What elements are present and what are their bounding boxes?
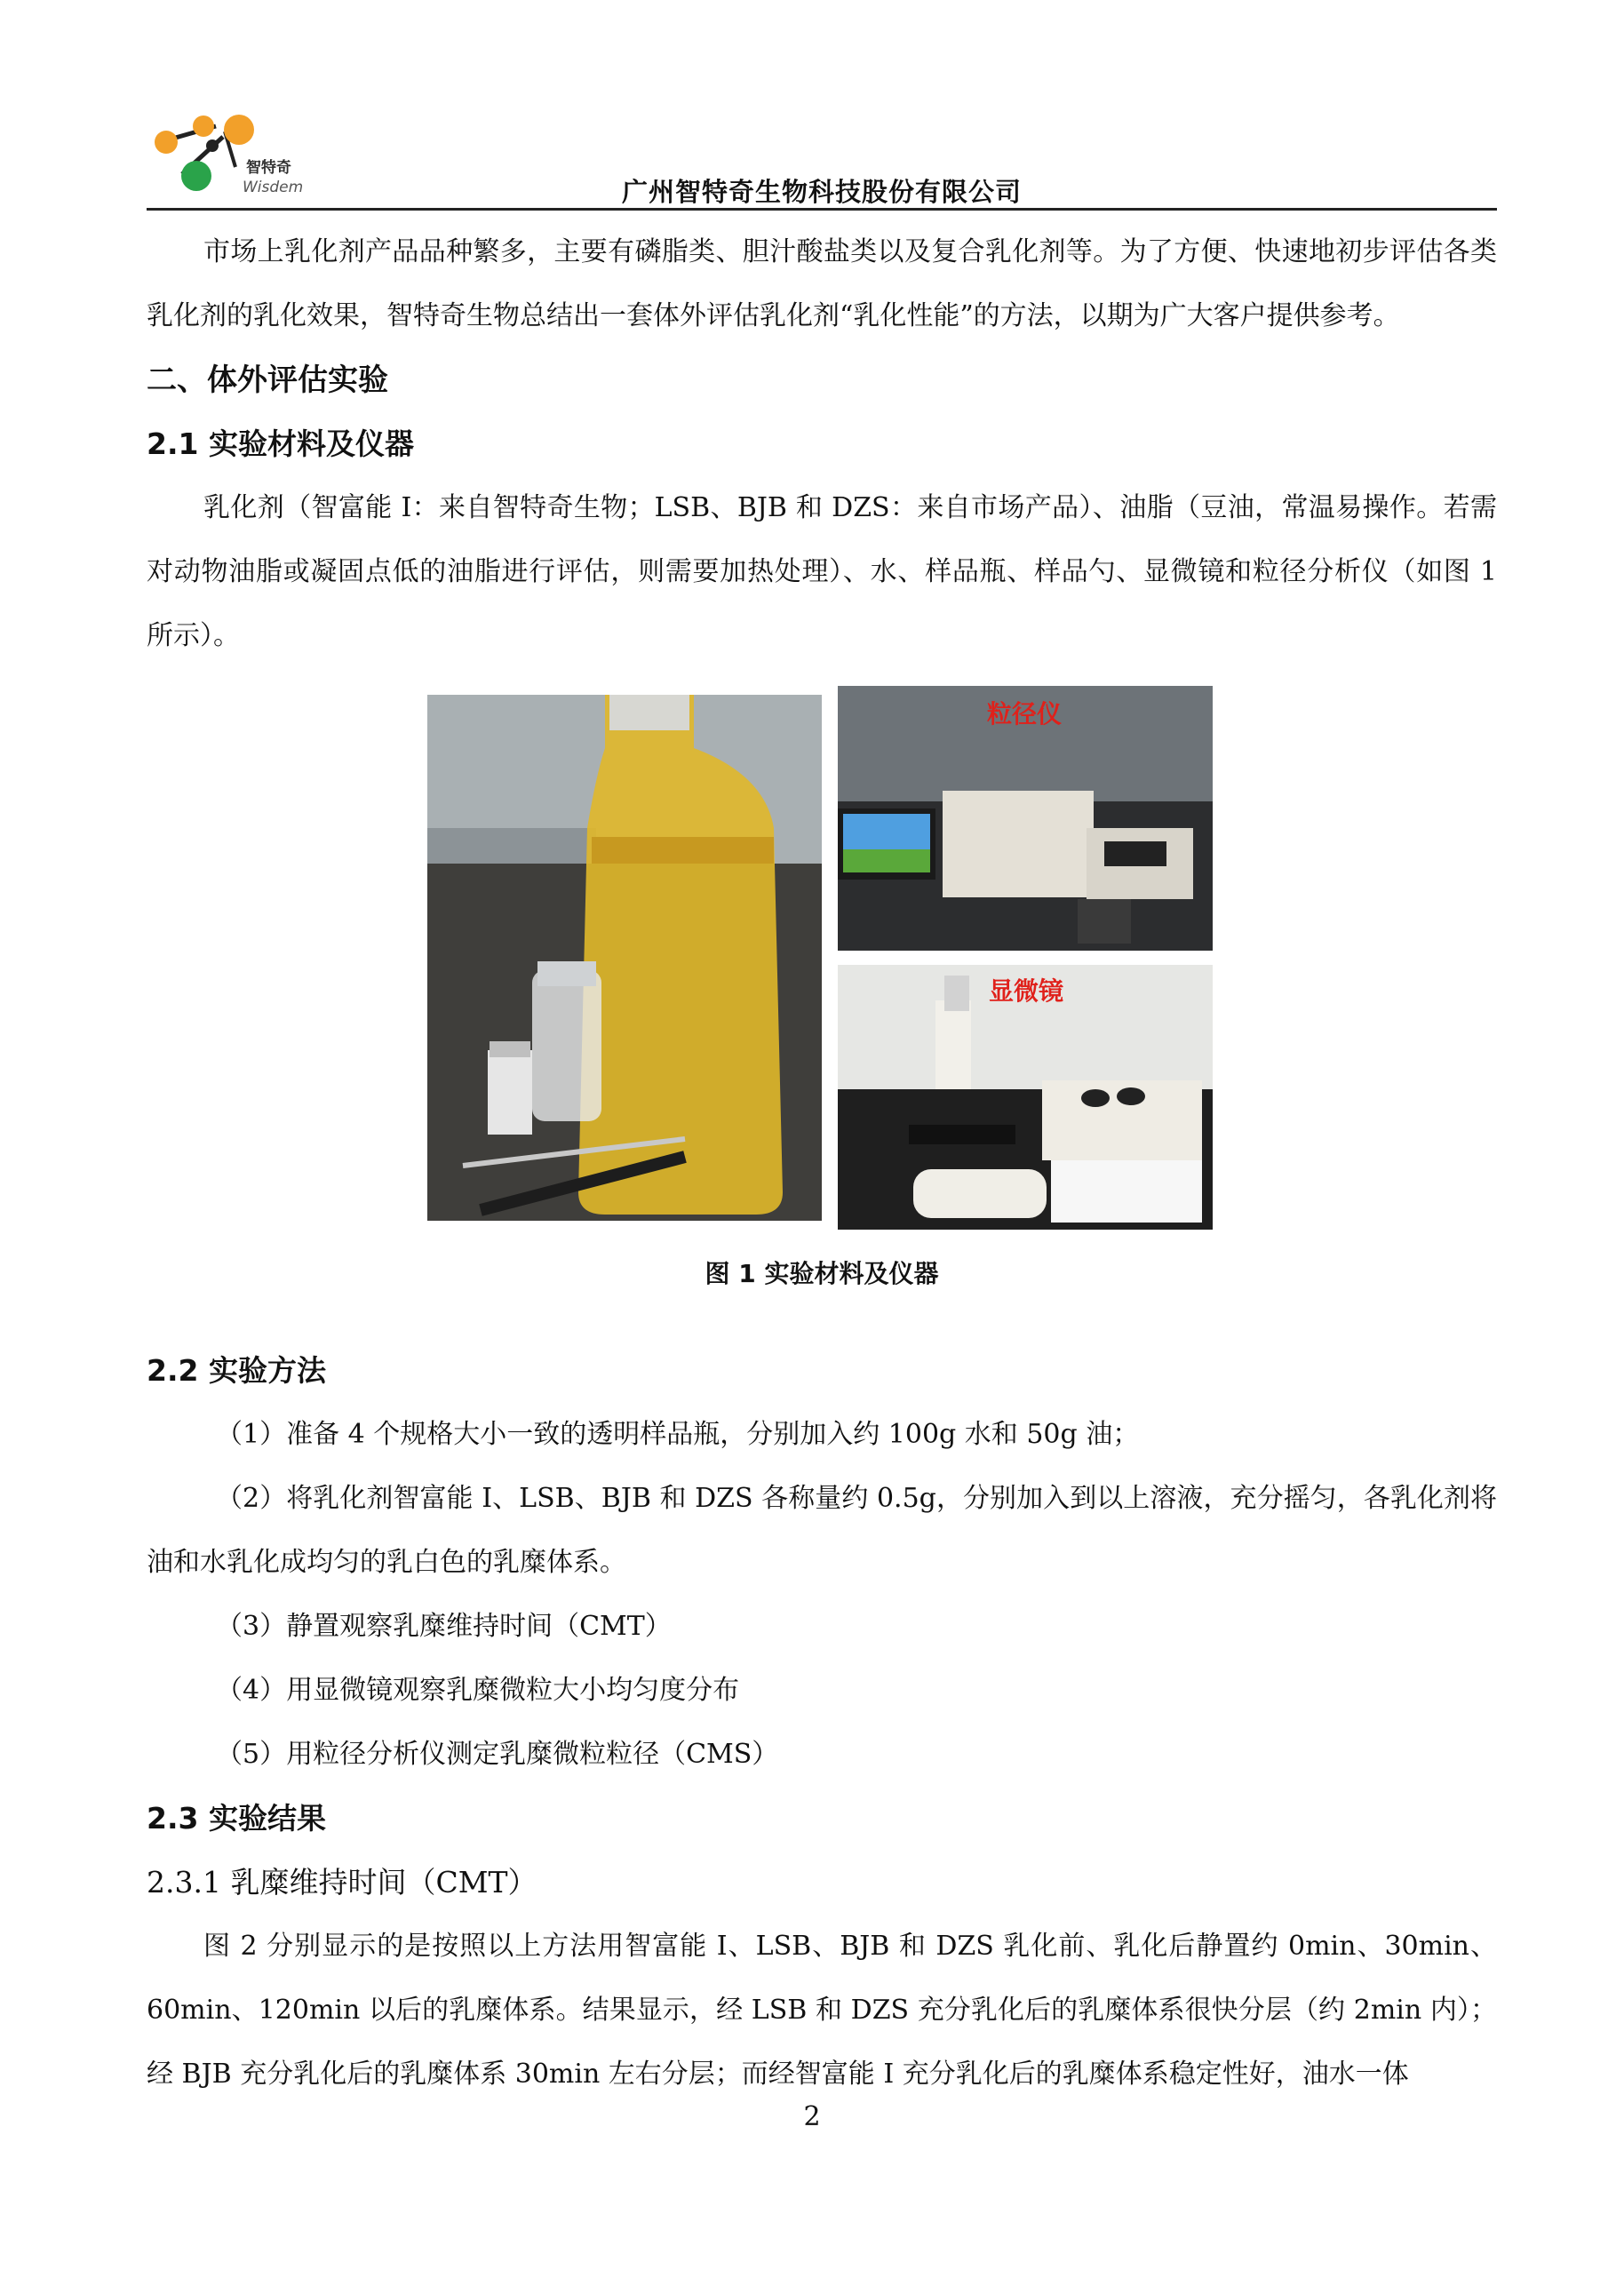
particle-analyzer-label: 粒径仪 xyxy=(987,699,1063,729)
cmt-results-paragraph: 图 2 分别显示的是按照以上方法用智富能 I、LSB、BJB 和 DZS 乳化前、乳化后静置约 0min、30min、60min、120min 以后的乳糜体系。结果显示，经 LSB 和 DZS 充分乳化后的乳糜体系很快分层（约 2min 内）；经 BJB 充分乳化后的乳糜体系 30min 左右分层；而经智富能 I 充分乳化后的乳糜体系稳定性好，油水一体 xyxy=(147,1931,1497,2090)
page-content xyxy=(147,220,1497,2107)
figure-1-caption: 图 1 实验材料及仪器 xyxy=(705,1259,939,1288)
microscope-label: 显微镜 xyxy=(989,976,1064,1006)
method-step: （2）将乳化剂智富能 I、LSB、BJB 和 DZS 各称量约 0.5g，分别加入到以上溶液，充分摇匀，各乳化剂将油和水乳化成均匀的乳白色的乳糜体系。 xyxy=(147,1483,1497,1578)
logo-text-cn: 智特奇 xyxy=(246,159,291,177)
subsection-2-3-title: 2.3 实验结果 xyxy=(147,1801,326,1836)
method-step: （4）用显微镜观察乳糜微粒大小均匀度分布 xyxy=(216,1675,740,1706)
microscope-photo xyxy=(838,965,1213,1230)
subsection-2-3-1-title: 2.3.1 乳糜维持时间（CMT） xyxy=(147,1865,537,1900)
oil-bottle-photo xyxy=(427,695,822,1221)
intro-paragraph: 市场上乳化剂产品品种繁多，主要有磷脂类、胆汁酸盐类以及复合乳化剂等。为了方便、快速地初步评估各类乳化剂的乳化效果，智特奇生物总结出一套体外评估乳化剂“乳化性能”的方法，以期为广大客户提供参考。 xyxy=(147,236,1497,331)
page-number: 2 xyxy=(803,2101,821,2132)
particle-analyzer-photo xyxy=(838,686,1213,951)
figure-1 xyxy=(147,686,1497,1339)
method-step: （5）用粒径分析仪测定乳糜微粒粒径（CMS） xyxy=(216,1739,779,1770)
company-name: 广州智特奇生物科技股份有限公司 xyxy=(621,177,1022,207)
logo-text-en: Wisdem xyxy=(243,179,304,196)
section-title: 二、体外评估实验 xyxy=(147,362,388,398)
method-step: （1）准备 4 个规格大小一致的透明样品瓶，分别加入约 100g 水和 50g 油； xyxy=(216,1419,1140,1450)
materials-paragraph: 乳化剂（智富能 I：来自智特奇生物；LSB、BJB 和 DZS：来自市场产品）、油脂（豆油，常温易操作。若需对动物油脂或凝固点低的油脂进行评估，则需要加热处理）、水、样品瓶、样品勺、显微镜和粒径分析仪（如图 1 所示）。 xyxy=(147,492,1497,651)
page-header xyxy=(147,114,1497,211)
subsection-2-1-title: 2.1 实验材料及仪器 xyxy=(147,426,414,461)
subsection-2-2-title: 2.2 实验方法 xyxy=(147,1353,326,1388)
method-step: （3）静置观察乳糜维持时间（CMT） xyxy=(216,1611,672,1642)
header-rule xyxy=(147,208,1497,211)
